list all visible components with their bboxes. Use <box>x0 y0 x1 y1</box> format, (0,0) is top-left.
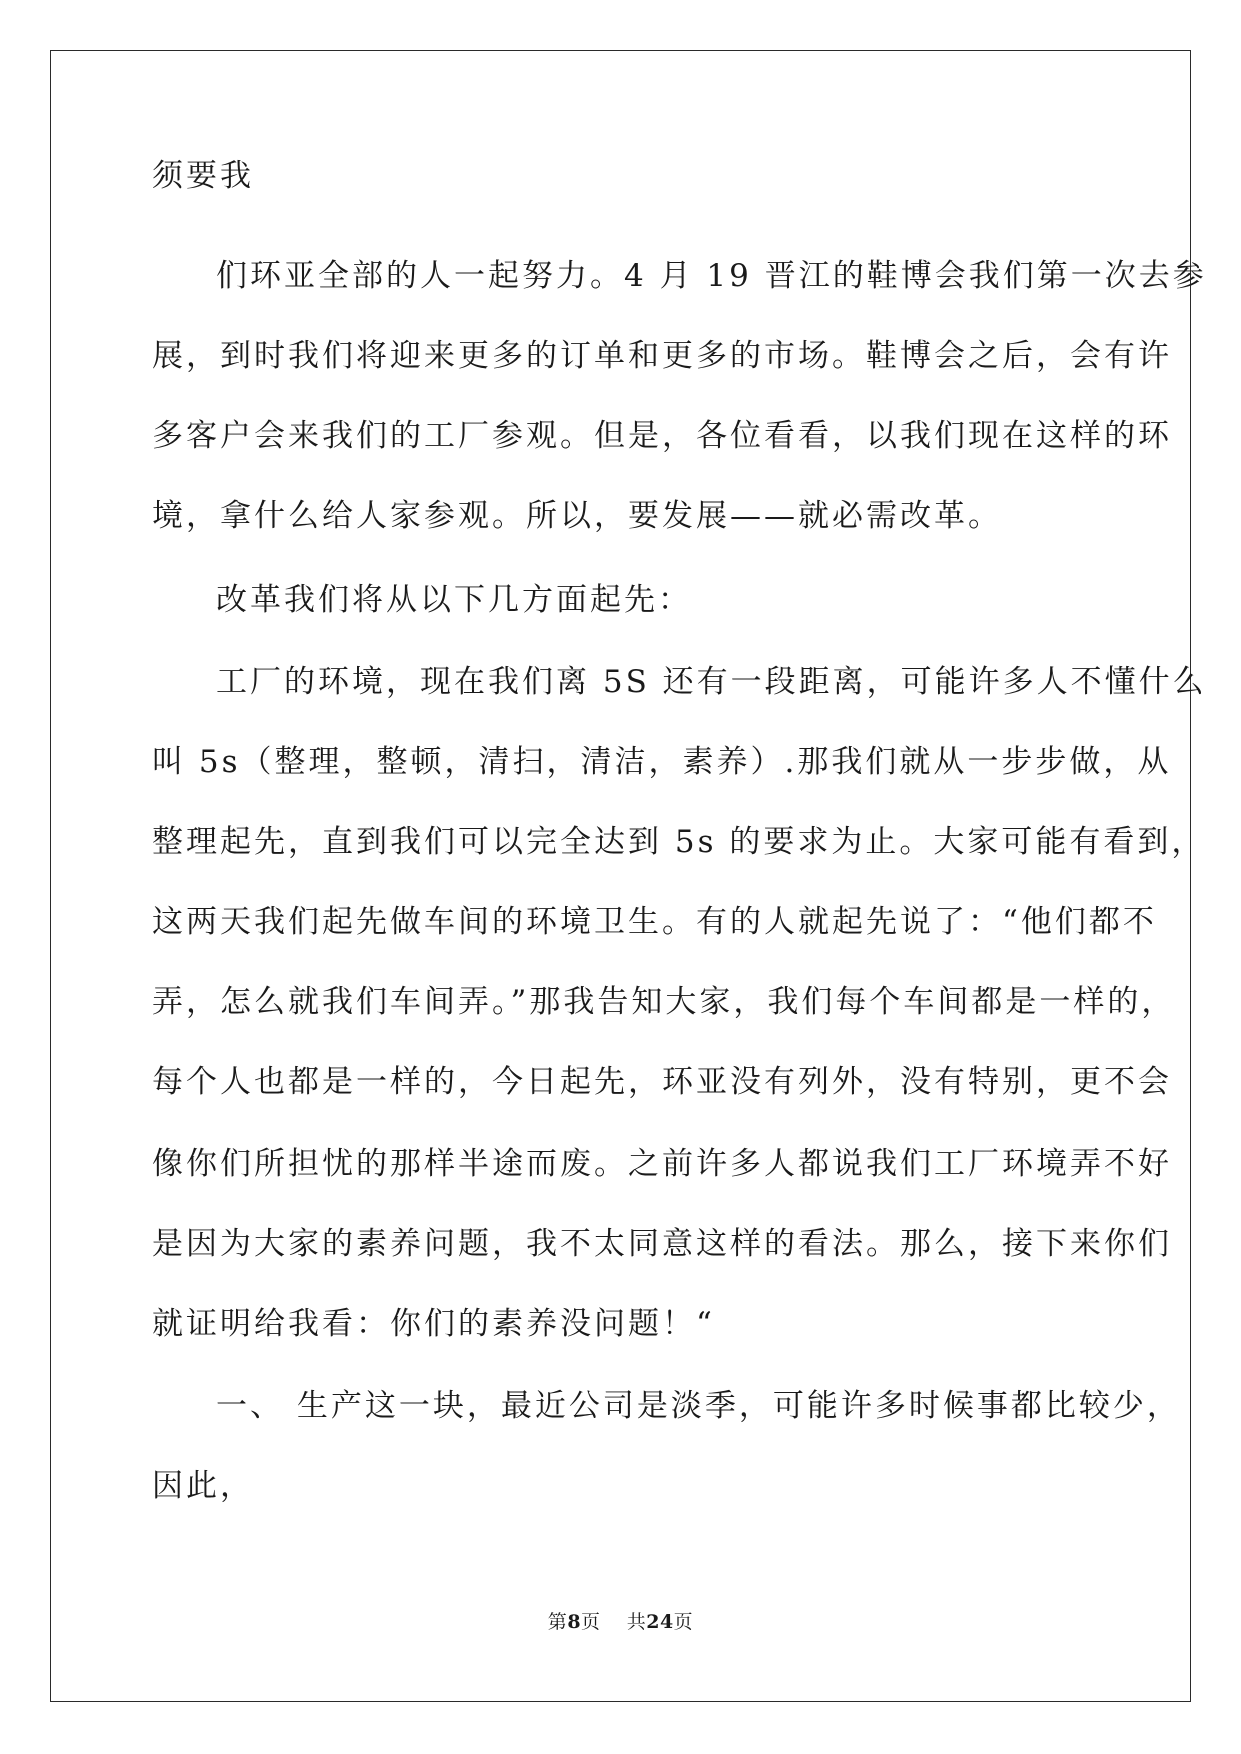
footer-prefix: 第 <box>547 1611 568 1633</box>
page-footer <box>0 1610 1241 1634</box>
text-line-2: 们环亚全部的人一起努力。4 月 19 晋江的鞋博会我们第一次去参 <box>216 258 1207 294</box>
footer-page-number: 8 <box>567 1611 582 1633</box>
text-line-12: 每个人也都是一样的，今日起先，环亚没有列外，没有特别，更不会 <box>152 1064 1172 1100</box>
text-line-9: 整理起先，直到我们可以完全达到 5s 的要求为止。大家可能有看到， <box>152 824 1206 860</box>
text-line-15: 就证明给我看：你们的素养没问题！“ <box>152 1306 715 1342</box>
text-line-17: 因此， <box>152 1468 254 1504</box>
text-line-13: 像你们所担忧的那样半途而废。之前许多人都说我们工厂环境弄不好 <box>152 1146 1172 1182</box>
text-line-14: 是因为大家的素养问题，我不太同意这样的看法。那么，接下来你们 <box>152 1226 1172 1262</box>
text-line-11: 弄，怎么就我们车间弄。”那我告知大家，我们每个车间都是一样的， <box>152 984 1176 1020</box>
text-line-4: 多客户会来我们的工厂参观。但是，各位看看，以我们现在这样的环 <box>152 418 1172 454</box>
text-line-6: 改革我们将从以下几方面起先： <box>216 582 692 618</box>
text-line-16: 一、 生产这一块，最近公司是淡季，可能许多时候事都比较少， <box>216 1388 1181 1424</box>
text-line-1: 须要我 <box>152 158 254 194</box>
text-line-5: 境，拿什么给人家参观。所以，要发展——就必需改革。 <box>152 498 1002 534</box>
footer-mid: 页 共 <box>581 1611 647 1633</box>
footer-total-pages: 24 <box>646 1611 674 1633</box>
footer-suffix: 页 <box>673 1611 694 1633</box>
page-border <box>50 50 1191 1702</box>
text-line-7: 工厂的环境，现在我们离 5S 还有一段距离，可能许多人不懂什么 <box>216 664 1207 700</box>
text-line-10: 这两天我们起先做车间的环境卫生。有的人就起先说了：“他们都不 <box>152 904 1157 940</box>
text-line-8: 叫 5s（整理，整顿，清扫，清洁，素养）.那我们就从一步步做，从 <box>152 744 1172 780</box>
text-line-3: 展，到时我们将迎来更多的订单和更多的市场。鞋博会之后，会有许 <box>152 338 1172 374</box>
